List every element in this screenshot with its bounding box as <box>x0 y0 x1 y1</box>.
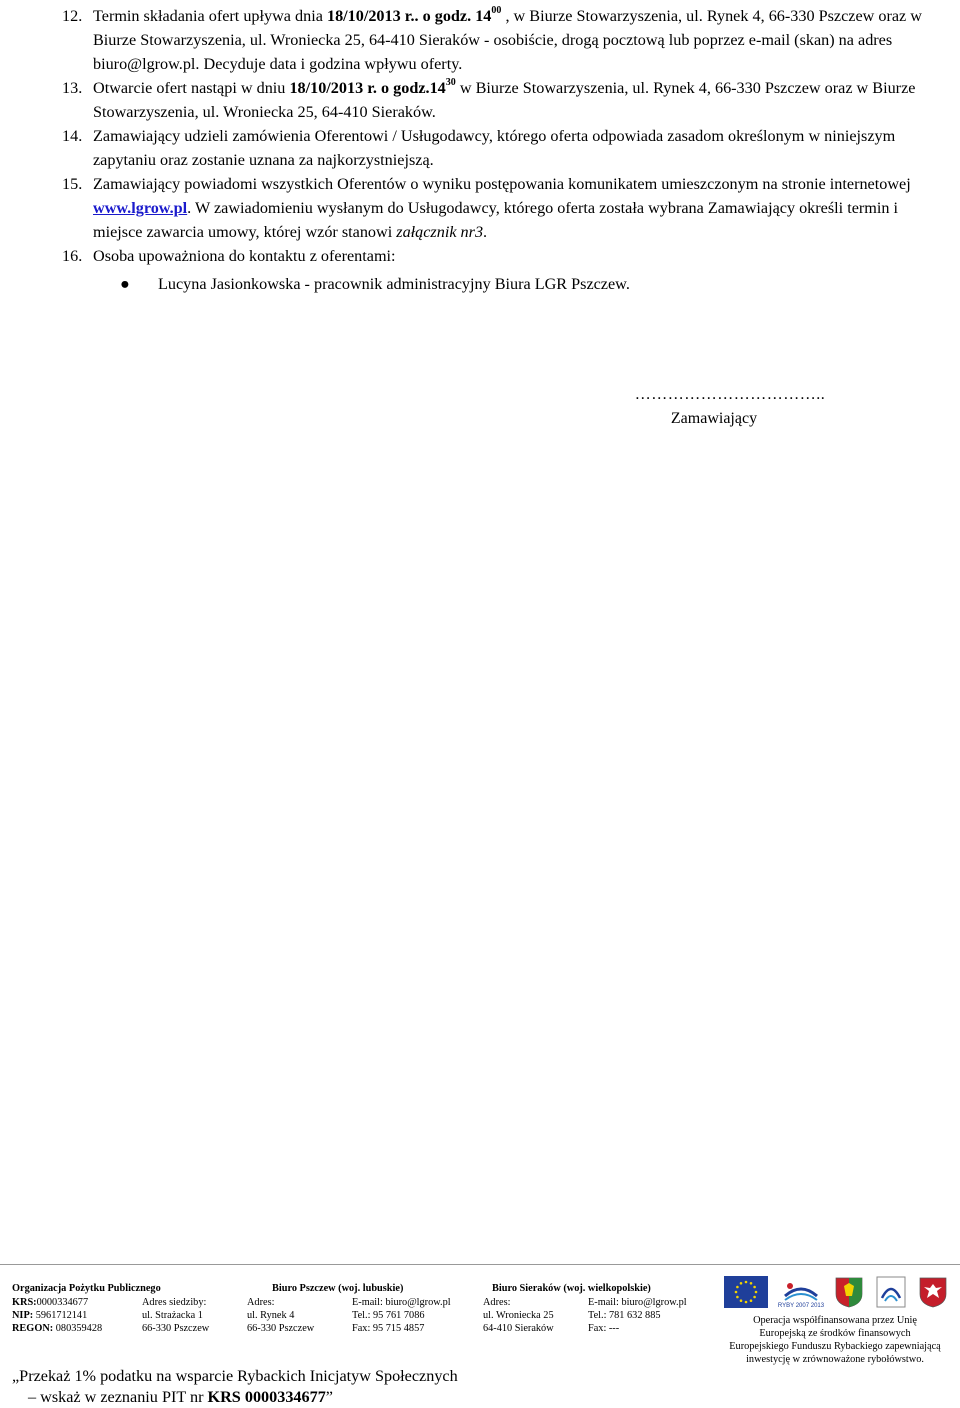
contact-person: Lucyna Jasionkowska - pracownik administracyjny Biura LGR Pszczew. <box>158 275 630 293</box>
item-text: Osoba upoważniona do kontaktu z oferentami: <box>93 247 396 265</box>
funding-note <box>712 1314 958 1366</box>
pszczew-fax: Fax: 95 715 4857 <box>352 1323 425 1334</box>
regon-value: 080359428 <box>53 1323 103 1334</box>
sierakow-street: ul. Wroniecka 25 <box>483 1310 554 1321</box>
promo-quote: ” <box>325 1388 333 1406</box>
signature-block <box>520 384 900 430</box>
item-text-cont: , w Biurze Stowarzyszenia, ul. Rynek 4, 66-330 Pszczew oraz w Biurze Stowarzyszenia, ul. Wroniecka 25, 64-410 Sieraków - osobiście, drogą pocztową lub poprzez e-mail (skan) na adres biuro@lgrow.pl. Decyduje data i godzina wpływu oferty. <box>93 7 922 73</box>
nip-value: 5961712141 <box>33 1310 88 1321</box>
list-item-12 <box>62 4 942 76</box>
item-number: 14. <box>62 127 83 145</box>
ryby-program-logo <box>777 1276 825 1309</box>
footer-divider <box>0 1264 960 1265</box>
promo-krs: KRS 0000334677 <box>207 1388 326 1406</box>
funding-line: Operacja współfinansowana przez Unię <box>753 1315 917 1326</box>
item-text-end: . <box>483 223 488 241</box>
sierakow-city: 64-410 Sieraków <box>483 1323 554 1334</box>
bullet-icon: ● <box>120 275 130 293</box>
pszczew-city: 66-330 Pszczew <box>247 1323 315 1334</box>
funding-line: Europejską ze środków finansowych <box>759 1328 911 1339</box>
opening-minutes: 30 <box>445 77 456 88</box>
nip-label: NIP: <box>12 1310 34 1321</box>
opening-date: 18/10/2013 r. o godz.14 <box>289 79 446 97</box>
sierakow-email: E-mail: biuro@lgrow.pl <box>588 1297 687 1308</box>
seat-label: Adres siedziby: <box>142 1297 207 1308</box>
krs-label: KRS: <box>12 1297 37 1308</box>
pszczew-addr-label: Adres: <box>247 1297 275 1308</box>
eu-flag-icon <box>724 1276 768 1308</box>
attachment-reference: załącznik nr3 <box>396 223 484 241</box>
deadline-minutes: 00 <box>491 5 502 16</box>
list-item-14 <box>62 124 942 172</box>
website-link[interactable]: www.lgrow.pl <box>93 199 188 217</box>
tax-promo <box>12 1366 612 1408</box>
item-number: 16. <box>62 247 83 265</box>
promo-line-1: „Przekaż 1% podatku na wsparcie Rybackich Inicjatyw Społecznych <box>12 1367 458 1385</box>
seat-street: ul. Strażacka 1 <box>142 1310 203 1321</box>
sierakow-fax: Fax: --- <box>588 1323 620 1334</box>
list-item-13 <box>62 76 942 124</box>
promo-line-2 <box>28 1387 612 1408</box>
org-title: Organizacja Pożytku Publicznego <box>12 1283 161 1294</box>
org-krs <box>12 1296 88 1309</box>
ryby-logo-text: RYBY 2007 2013 <box>777 1303 825 1309</box>
org-nip <box>12 1309 87 1322</box>
funding-line: Europejskiego Funduszu Rybackiego zapewniającą <box>729 1341 941 1352</box>
item-number: 13. <box>62 79 83 97</box>
item-number: 12. <box>62 7 83 25</box>
item-text-cont: . W zawiadomieniu wysłanym do Usługodawcy, którego oferta została wybrana Zamawiający określi termin i miejsce zawarcia umowy, której wzór stanowi <box>93 199 898 241</box>
signature-line: …………………………….. <box>634 386 826 403</box>
item-text: Zamawiający udzieli zamówienia Oferentowi / Usługodawcy, którego oferta odpowiada zasadom określonym w niniejszym zapytaniu oraz zostanie uznana za najkorzystniejszą. <box>93 127 896 169</box>
sierakow-title: Biuro Sieraków (woj. wielkopolskie) <box>492 1283 651 1294</box>
partner-emblem-icon <box>876 1276 906 1308</box>
wielkopolska-coat-of-arms-icon <box>918 1276 948 1308</box>
item-text: Zamawiający powiadomi wszystkich Oferentów o wyniku postępowania komunikatem umieszczonym na stronie internetowej <box>93 175 911 193</box>
signature-label: Zamawiający <box>670 410 758 427</box>
sierakow-tel: Tel.: 781 632 885 <box>588 1310 661 1321</box>
pszczew-tel: Tel.: 95 761 7086 <box>352 1310 425 1321</box>
item-number: 15. <box>62 175 83 193</box>
pszczew-title: Biuro Pszczew (woj. lubuskie) <box>272 1283 404 1294</box>
lubuskie-coat-of-arms-icon <box>834 1276 864 1308</box>
deadline-date: 18/10/2013 r.. o godz. 14 <box>326 7 492 25</box>
krs-value: 0000334677 <box>36 1297 89 1308</box>
item-text: Otwarcie ofert nastąpi w dniu <box>93 79 290 97</box>
item-text-cont: w Biurze Stowarzyszenia, ul. Rynek 4, 66-330 Pszczew oraz w Biurze Stowarzyszenia, ul. Wroniecka 25, 64-410 Sieraków. <box>93 79 916 121</box>
sierakow-addr-label: Adres: <box>483 1297 511 1308</box>
seat-city: 66-330 Pszczew <box>142 1323 210 1334</box>
funding-line: inwestycję w zrównoważone rybołówstwo. <box>746 1354 924 1365</box>
list-item-16 <box>62 244 942 268</box>
list-item-15 <box>62 172 942 244</box>
regon-label: REGON: <box>12 1323 54 1334</box>
org-regon <box>12 1322 102 1335</box>
pszczew-street: ul. Rynek 4 <box>247 1310 295 1321</box>
item-text: Termin składania ofert upływa dnia <box>93 7 327 25</box>
promo-text: – wskaż w zeznaniu PIT nr <box>28 1388 208 1406</box>
pszczew-email: E-mail: biuro@lgrow.pl <box>352 1297 451 1308</box>
